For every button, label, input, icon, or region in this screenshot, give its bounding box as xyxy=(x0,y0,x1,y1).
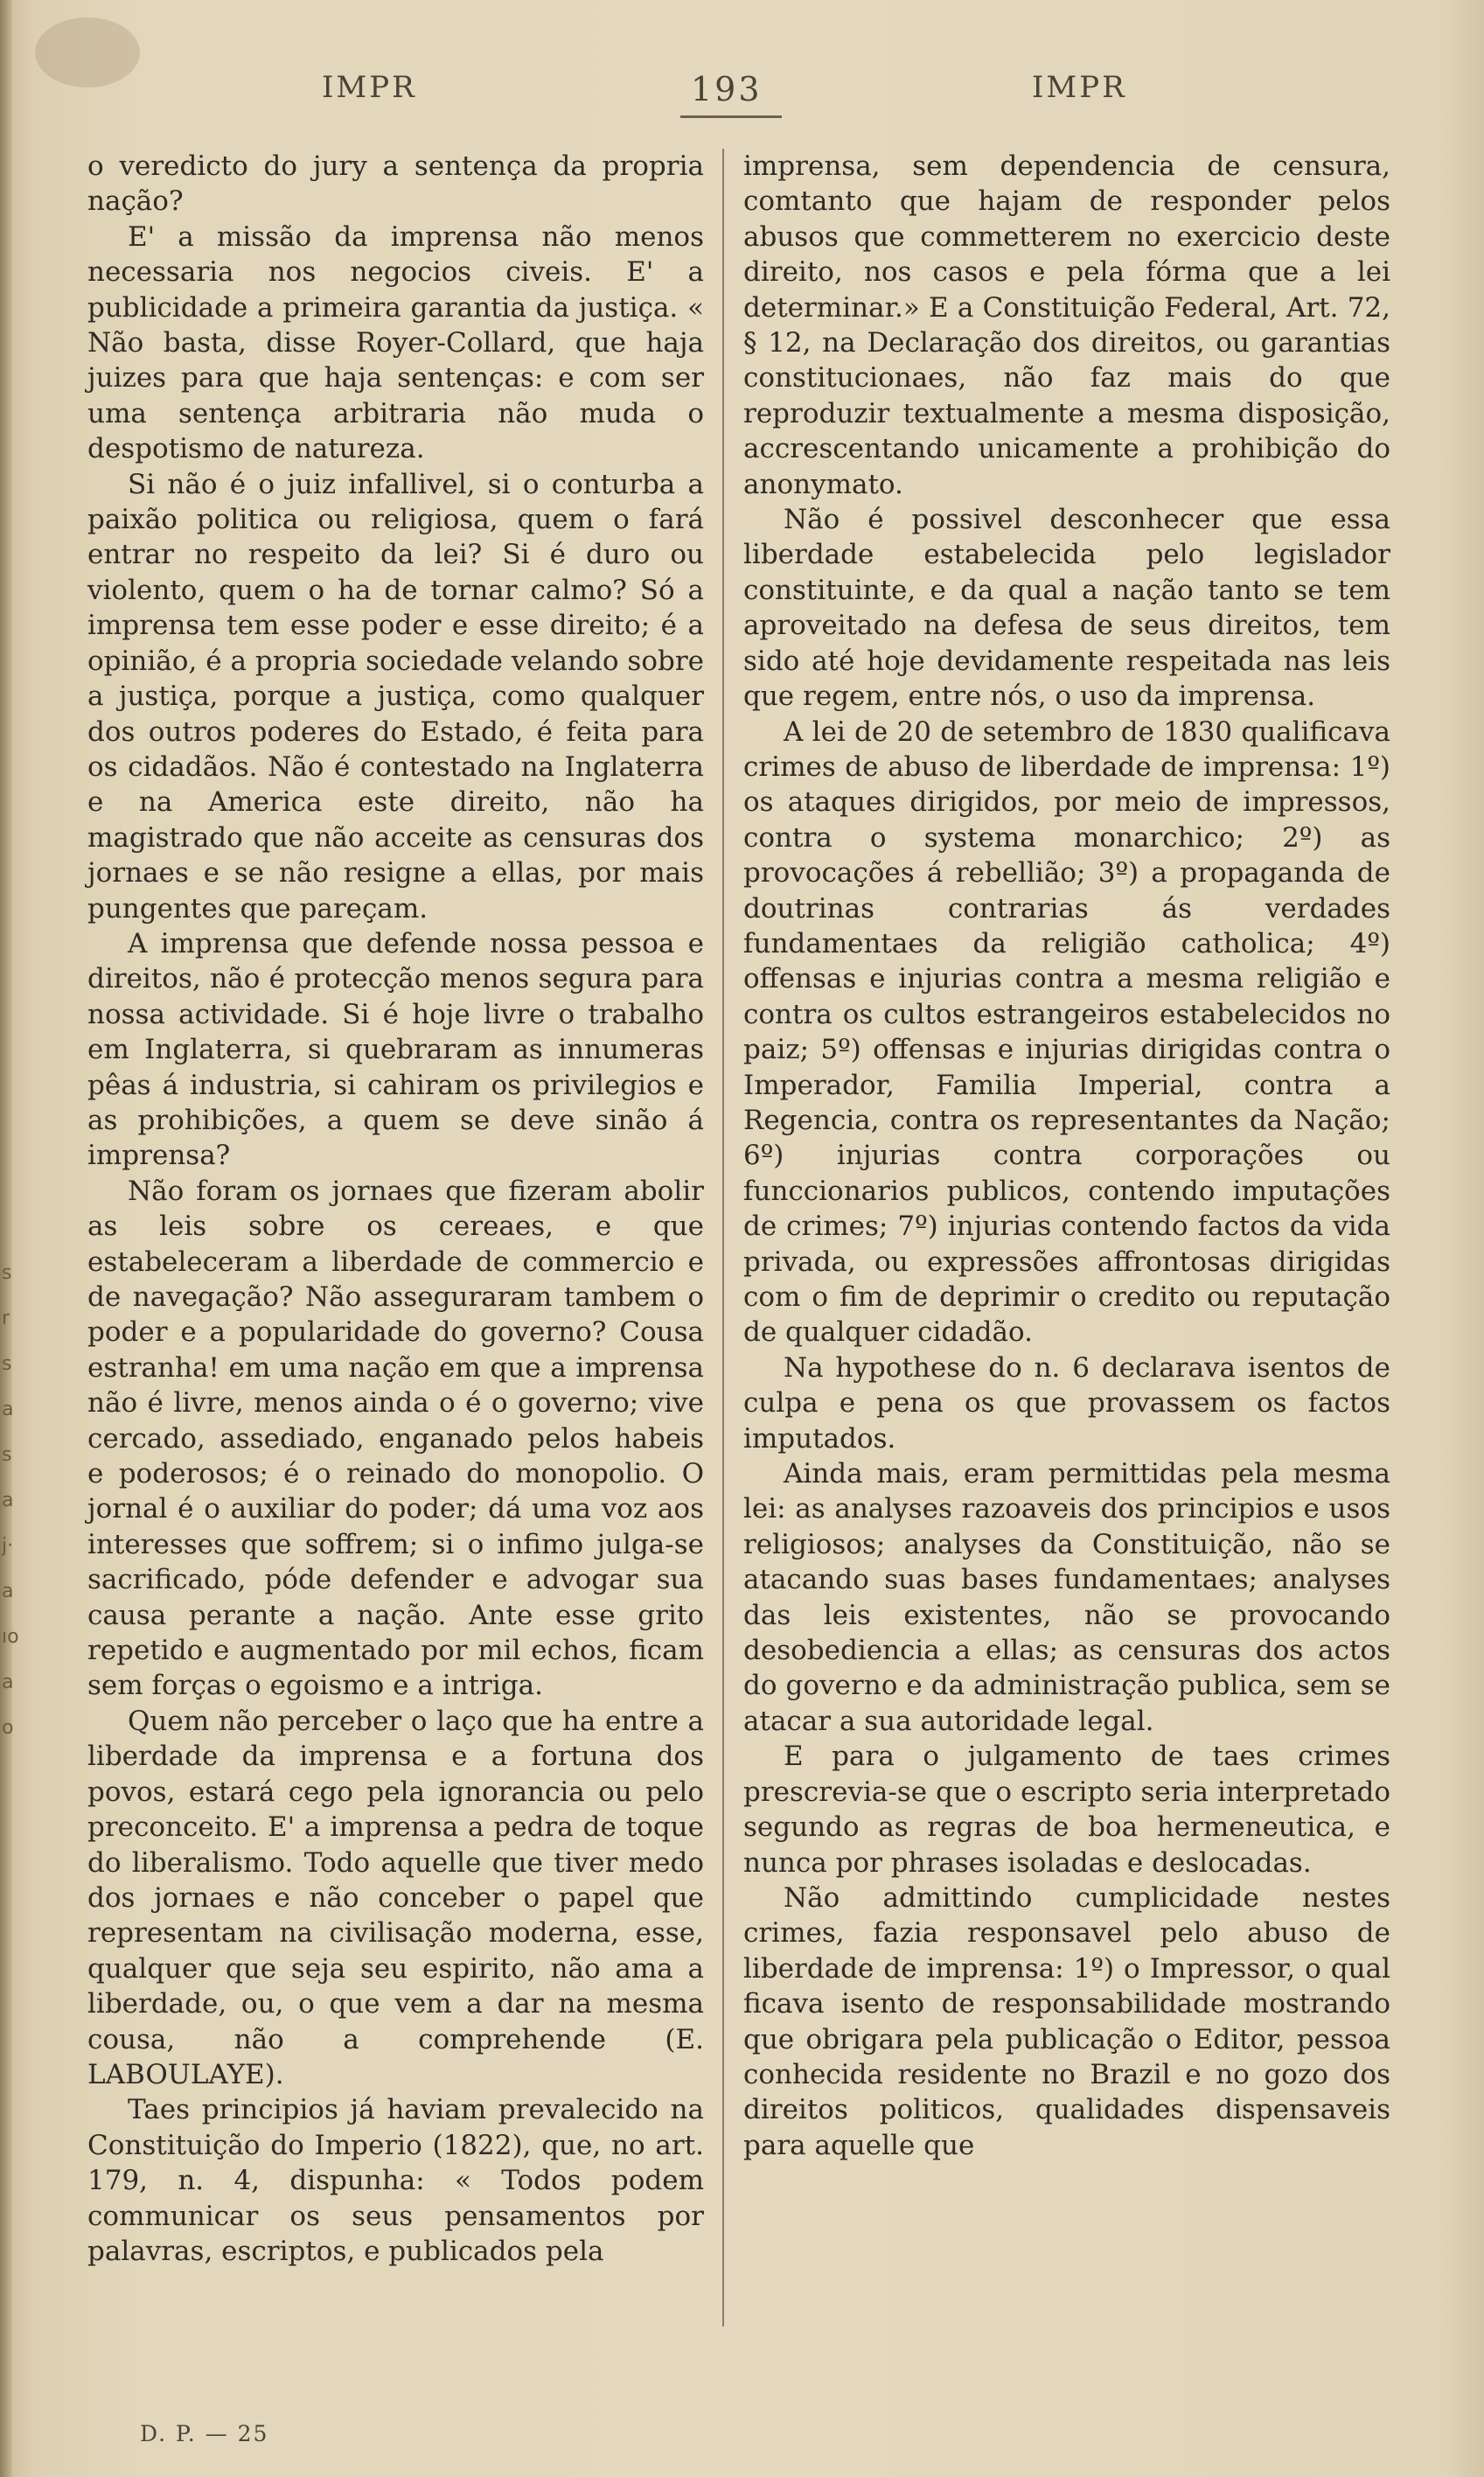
running-header xyxy=(0,70,1484,122)
left-paragraph-5: Não foram os jornaes que fizeram abolir as leis sobre os cereaes, e que estabeleceram a liberdade de commercio e de navegação? Não asseguraram tambem o poder e a popularidade do governo? Cousa estranha! em uma nação em que a imprensa não é livre, menos ainda o é o governo; vive cercado, assediado, enganado pelos habeis e poderosos; é o reinado do monopolio. O jornal é o auxiliar do poder; dá uma voz aos interesses que soffrem; si o infimo julga-se sacrificado, póde defender e advogar sua causa perante a nação. Ante esse grito repetido e augmentado por mil echos, ficam sem forças o egoismo e a intriga. xyxy=(87,1175,704,1702)
left-column xyxy=(87,149,704,2269)
header-right-word: IMPR xyxy=(1032,70,1127,105)
right-paragraph-2: Não é possivel desconhecer que essa liberdade estabelecida pelo legislador constituinte, e da qual a nação tanto se tem aproveitado na defesa de seus direitos, tem sido até hoje devidamente respeitada nas leis que regem, entre nós, o uso da imprensa. xyxy=(743,504,1390,713)
left-paragraph-7: Taes principios já haviam prevalecido na Constituição do Imperio (1822), que, no art. 179, n. 4, dispunha: « Todos podem communicar os seus pensamentos por palavras, escriptos, e publicados pela xyxy=(87,2094,704,2267)
right-paragraph-3: A lei de 20 de setembro de 1830 qualificava crimes de abuso de liberdade de imprensa: 1º) os ataques dirigidos, por meio de impressos, contra o systema monarchico; 2º) as provocações á rebellião; 3º) a propaganda de doutrinas contrarias ás verdades fundamentaes da religião catholica; 4º) offensas e injurias contra a mesma religião e contra os cultos estrangeiros estabelecidos no paiz; 5º) offensas e injurias dirigidas contra o Imperador, Familia Imperial, contra a Regencia, contra os representantes da Nação; 6º) injurias contra corporações ou funccionarios publicos, contendo imputações de crimes; 7º) injurias contendo factos da vida privada, ou expressões affrontosas dirigidas com o fim de deprimir o credito ou reputação de qualquer cidadão. xyxy=(743,715,1390,1349)
signature-mark: D. P. — 25 xyxy=(140,2421,269,2446)
right-paragraph-4: Na hypothese do n. 6 declarava isentos de culpa e pena os que provassem os factos imputados. xyxy=(743,1351,1390,1455)
left-paragraph-2: E' a missão da imprensa não menos necessaria nos negocios civeis. E' a publicidade a primeira garantia da justiça. « Não basta, disse Royer-Collard, que haja juizes para que haja sentenças: e com ser uma sentença arbitraria não muda o despotismo de natureza. xyxy=(87,220,704,465)
left-paragraph-3: Si não é o juiz infallivel, si o conturba a paixão politica ou religiosa, quem o fará entrar no respeito da lei? Si é duro ou violento, quem o ha de tornar calmo? Só a imprensa tem esse poder e esse direito; é a opinião, é a propria sociedade velando sobre a justiça, porque a justiça, como qualquer dos outros poderes do Estado, é feita para os cidadãos. Não é contestado na Inglaterra e na America este direito, não ha magistrado que não acceite as censuras dos jornaes e se não resigne a ellas, por mais pungentes que pareçam. xyxy=(87,468,704,925)
right-paragraph-7: Não admittindo cumplicidade nestes crimes, fazia responsavel pelo abuso de liberdade de imprensa: 1º) o Impressor, o qual ficava isento de responsabilidade mostrando que obrigara pela publicação o Editor, pessoa conhecida residente no Brazil e no gozo dos direitos politicos, qualidades dispensaveis para aquelle que xyxy=(743,1881,1390,2161)
right-column xyxy=(743,149,1390,2163)
left-paragraph-1: o veredicto do jury a sentença da propria nação? xyxy=(87,150,704,218)
header-rule xyxy=(680,115,782,118)
column-divider xyxy=(722,149,724,2327)
left-paragraph-6: Quem não perceber o laço que ha entre a liberdade da imprensa e a fortuna dos povos, estará cego pela ignorancia ou pelo preconceito. E' a imprensa a pedra de toque do liberalismo. Todo aquelle que tiver medo dos jornaes e não conceber o papel que representam na civilisação moderna, esse, qualquer que seja seu espirito, não ama a liberdade, ou, o que vem a dar na mesma cousa, não a comprehende (E. LABOULAYE). xyxy=(87,1705,704,2090)
page-number: 193 xyxy=(691,70,763,108)
right-paragraph-5: Ainda mais, eram permittidas pela mesma lei: as analyses razoaveis dos principios e usos religiosos; analyses da Constituição, não se atacando suas bases fundamentaes; analyses das leis existentes, não se provocando desobediencia a ellas; as censuras dos actos do governo e da administração publica, sem se atacar a sua autoridade legal. xyxy=(743,1458,1390,1737)
margin-bleed-text: s r s a s a j· a ıo a o xyxy=(2,1262,19,1739)
right-paragraph-1: imprensa, sem dependencia de censura, comtanto que hajam de responder pelos abusos que commetterem no exercicio deste direito, nos casos e pela fórma que a lei determinar.» E a Constituição Federal, Art. 72, § 12, na Declaração dos direitos, ou garantias constitucionaes, não faz mais do que reproduzir textualmente a mesma disposição, accrescentando unicamente a prohibição do anonymato. xyxy=(743,150,1390,500)
header-left-word: IMPR xyxy=(322,70,417,105)
left-paragraph-4: A imprensa que defende nossa pessoa e direitos, não é protecção menos segura para nossa actividade. Si é hoje livre o trabalho em Inglaterra, si quebraram as innumeras pêas á industria, si cahiram os privilegios e as prohibições, a quem se deve sinão á imprensa? xyxy=(87,927,704,1172)
right-paragraph-6: E para o julgamento de taes crimes prescrevia-se que o escripto seria interpretado segundo as regras de boa hermeneutica, e nunca por phrases isoladas e deslocadas. xyxy=(743,1741,1390,1879)
page-binding-edge xyxy=(0,0,12,2477)
